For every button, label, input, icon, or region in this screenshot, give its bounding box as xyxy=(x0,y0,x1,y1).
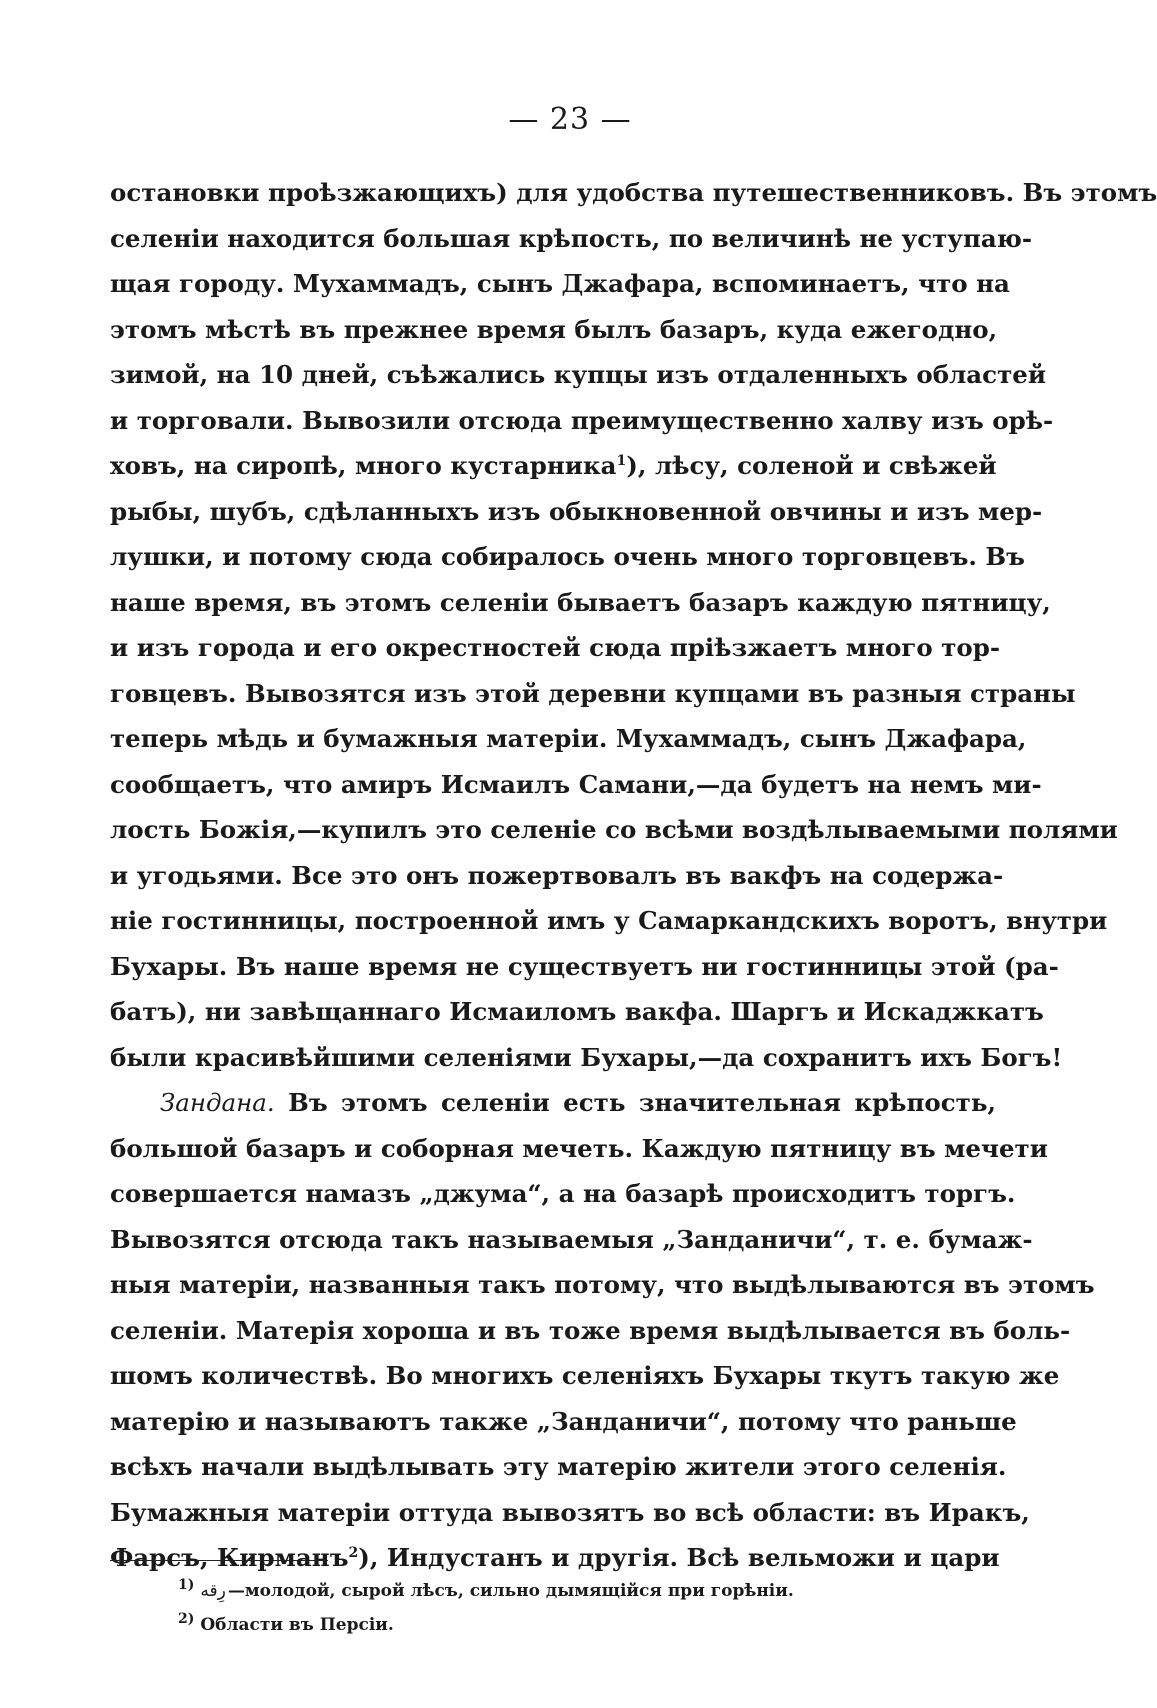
text-line: ніе гостинницы, построенной имъ у Самаркандскихъ воротъ, внутри xyxy=(110,906,1108,935)
text-line: Бумажныя матеріи оттуда вывозятъ во всѣ области: въ Иракъ, xyxy=(110,1497,1030,1527)
text-line: всѣхъ начали выдѣлывать эту матерію жители этого селенія. xyxy=(110,1452,1007,1481)
text-line-with-note-1 xyxy=(110,443,996,489)
text-fragment: Въ этомъ селеніи есть значительная крѣпость, xyxy=(288,1088,997,1117)
text-fragment: ), xyxy=(358,1543,379,1572)
text-line: и торговали. Вывозили отсюда преимущественно халву изъ орѣ- xyxy=(110,405,1054,435)
text-line: лость Божія,—купилъ это селеніе со всѣми воздѣлываемыми полями xyxy=(110,815,1118,844)
text-line: матерію и называютъ также „Занданичи“, потому что раньше xyxy=(110,1406,1017,1436)
main-text xyxy=(110,170,1157,1581)
footnote-text: —молодой, сырой лѣсъ, сильно дымящійся при горѣніи. xyxy=(227,1581,794,1601)
text-line: лушки, и потому сюда собиралось очень много торговцевъ. Въ xyxy=(110,542,1025,571)
text-line: говцевъ. Вывозятся изъ этой деревни купцами въ разныя страны xyxy=(110,678,1076,708)
text-line: совершается намазъ „джума“, а на базарѣ происходитъ торгъ. xyxy=(110,1179,1016,1208)
text-line: большой базаръ и соборная мечеть. Каждую пятницу въ мечети xyxy=(110,1133,1048,1163)
footnote-ref-1: 1 xyxy=(616,452,627,469)
text-line: теперь мѣдь и бумажныя матеріи. Мухаммадъ, сынъ Джафара, xyxy=(110,724,1027,753)
footnotes xyxy=(178,1574,1018,1642)
text-line: селеніи находится большая крѣпость, по величинѣ не уступаю- xyxy=(110,223,1033,253)
text-line: остановки проѣзжающихъ) для удобства путешественниковъ. Въ этомъ xyxy=(110,178,1157,207)
text-line: шомъ количествѣ. Во многихъ селеніяхъ Бухары ткутъ такую же xyxy=(110,1361,1060,1390)
text-line: и изъ города и его окрестностей сюда пріѣзжаетъ много тор- xyxy=(110,633,1001,662)
text-line: щая городу. Мухаммадъ, сынъ Джафара, вспоминаетъ, что на xyxy=(110,269,1010,298)
footnote-2 xyxy=(178,1608,1018,1642)
text-line: наше время, въ этомъ селеніи бываетъ базаръ каждую пятницу, xyxy=(110,587,1051,617)
text-line: Вывозятся отсюда такъ называемыя „Занданичи“, т. е. бумаж- xyxy=(110,1224,1033,1254)
text-line: селеніи. Матерія хороша и въ тоже время выдѣлывается въ боль- xyxy=(110,1315,1071,1345)
text-line-zandana xyxy=(110,1080,996,1126)
text-line: и угодьями. Все это онъ пожертвовалъ въ вакфъ на содержа- xyxy=(110,860,1004,890)
text-line: ныя матеріи, названныя такъ потому, что выдѣлываются въ этомъ xyxy=(110,1270,1095,1299)
text-line: Бухары. Въ наше время не существуетъ ни гостинницы этой (ра- xyxy=(110,951,1059,981)
text-line: этомъ мѣстѣ въ прежнее время былъ базаръ, куда ежегодно, xyxy=(110,314,998,344)
text-line: сообщаетъ, что амиръ Исмаилъ Самани,—да будетъ на немъ ми- xyxy=(110,769,1042,799)
footnote-divider xyxy=(110,1560,328,1561)
text-line: были красивѣйшими селеніями Бухары,—да сохранитъ ихъ Богъ! xyxy=(110,1042,1063,1072)
text-line: зимой, на 10 дней, съѣжались купцы изъ отдаленныхъ областей xyxy=(110,360,1047,389)
text-line: батъ), ни завѣщаннаго Исмаиломъ вакфа. Шаргъ и Искаджкатъ xyxy=(110,997,1044,1026)
footnote-ref-2: 2 xyxy=(348,1544,359,1561)
text-line: рыбы, шубъ, сдѣланныхъ изъ обыкновенной овчины и изъ мер- xyxy=(110,496,1043,526)
footnote-1 xyxy=(178,1574,1018,1608)
footnote-mark: 2) xyxy=(178,1611,195,1628)
page-number: — 23 — xyxy=(508,102,632,137)
section-heading-zandana: Зандана. xyxy=(160,1088,275,1117)
text-fragment: Фарсъ, Кирманъ xyxy=(110,1543,349,1572)
footnote-text: Области въ Персіи. xyxy=(200,1615,394,1635)
footnote-arabic-word: رِقه xyxy=(200,1581,226,1601)
footnote-mark: 1) xyxy=(178,1577,195,1594)
text-fragment: Индустанъ и другія. Всѣ вельможи и цари xyxy=(386,1543,1000,1572)
text-fragment: ховъ, на сиропѣ, много кустарника xyxy=(110,451,617,480)
text-fragment: ), лѣсу, соленой и свѣжей xyxy=(626,451,997,480)
